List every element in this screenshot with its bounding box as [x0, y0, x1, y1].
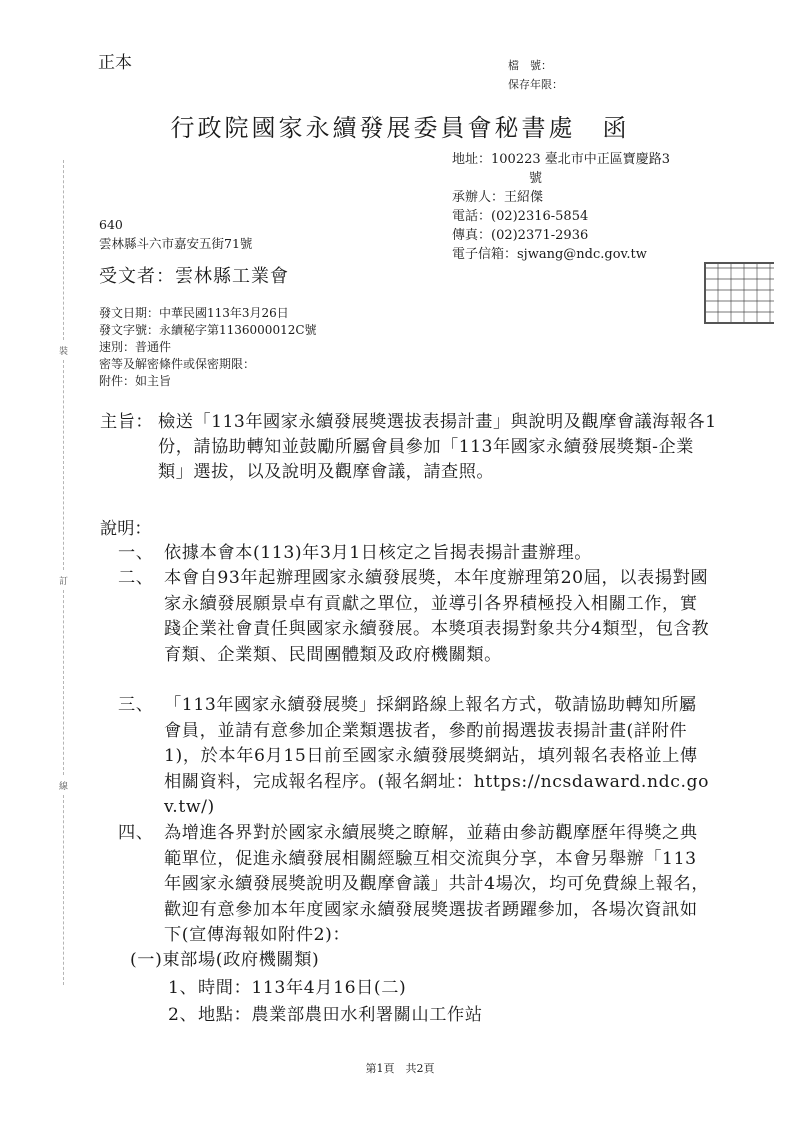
sender-phone: 電話：(02)2316-5854 [452, 209, 589, 224]
item-number: 二、 [118, 568, 154, 588]
item-number: 一、 [118, 543, 154, 563]
point-number: 2、 [168, 1005, 198, 1025]
recipient: 受文者：雲林縣工業會 [99, 266, 289, 287]
binding-line [63, 360, 64, 570]
point-item [168, 1000, 483, 1025]
sender-contact: 承辦人：王紹傑 [452, 190, 544, 205]
issue-date: 發文日期：中華民國113年3月26日 [99, 306, 289, 320]
sender-address: 地址：100223 臺北市中正區寶慶路3 [452, 152, 671, 167]
point-text: 地點：農業部農田水利署關山工作站 [198, 1005, 483, 1025]
file-number-label: 檔 號： [508, 59, 552, 72]
document-title: 行政院國家永續發展委員會秘書處 函 [170, 114, 630, 142]
point-text: 時間：113年4月16日(二) [198, 978, 407, 998]
priority: 速別：普通件 [99, 340, 172, 354]
binding-mark-ding: 訂 [59, 577, 69, 587]
explanation-label: 說明： [100, 519, 152, 539]
binding-mark-zhuang: 裝 [59, 347, 69, 357]
item-text: 依據本會本(113)年3月1日核定之旨揭表揚計畫辦理。 [164, 543, 593, 563]
recipient-address [99, 215, 252, 253]
attachments: 附件：如主旨 [99, 374, 172, 388]
sender-fax: 傳真：(02)2371-2936 [452, 228, 589, 243]
point-number: 1、 [168, 978, 198, 998]
retention-label: 保存年限： [508, 78, 563, 91]
postal-code: 640 [99, 217, 123, 232]
binding-line [63, 160, 64, 340]
sender-email: 電子信箱：sjwang@ndc.gov.tw [452, 247, 647, 262]
subject-label: 主旨： [100, 412, 154, 432]
item-number: 四、 [118, 823, 154, 843]
binding-mark-xian: 線 [59, 782, 69, 792]
sender-info [452, 150, 670, 264]
item-text: 為增進各界對於國家永續展獎之瞭解，並藉由參訪觀摩歷年得獎之典範單位，促進永續發展相關經驗互相交流與分享，本會另舉辦「113年國家永續發展獎說明及觀摩會議」共計4場次，均可免費線上報名，歡迎有意參加本年度國家永續發展獎選拔者踴躍參加，各場次資訊如下(宣傳海報如附件2)： [164, 823, 710, 945]
confidentiality: 密等及解密條件或保密期限： [99, 357, 256, 371]
document-fields [99, 305, 317, 390]
item-text: 「113年國家永續發展獎」採網路線上報名方式，敬請協助轉知所屬會員，並請有意參加企業類選拔者，參酌前揭選拔表揚計畫(詳附件1)，於本年6月15日前至國家永續發展獎網站，填列報名表格並上傳相關資料，完成報名程序。(報名網址：https://ncsdaward.ndc.gov.tw/) [164, 695, 710, 817]
binding-line [63, 795, 64, 985]
item-text: 本會自93年起辦理國家永續發展獎，本年度辦理第20屆，以表揚對國家永續發展願景卓有貢獻之單位，並導引各界積極投入相關工作，實踐企業社會責任與國家永續發展。本獎項表揚對象共分4類型，包含教育類、企業類、民間團體類及政府機關類。 [164, 568, 710, 665]
binding-line [63, 590, 64, 775]
point-item [168, 973, 406, 998]
sub-heading: (一)東部場(政府機關類) [130, 950, 320, 970]
issue-number: 發文字號：永續秘字第1136000012C號 [99, 323, 317, 337]
page-footer: 第1頁 共2頁 [365, 1062, 435, 1075]
recipient-street: 雲林縣斗六市嘉安五街71號 [99, 236, 253, 251]
subject-text: 檢送「113年國家永續發展獎選拔表揚計畫」與說明及觀摩會議海報各1份，請協助轉知並鼓勵所屬會員參加「113年國家永續發展獎類-企業類」選拔，以及說明及觀摩會議，請查照。 [158, 412, 717, 482]
seal-stamp [704, 262, 774, 324]
sender-address-cont: 號 [529, 171, 543, 186]
item-number: 三、 [118, 695, 154, 715]
copy-label: 正本 [98, 53, 132, 73]
